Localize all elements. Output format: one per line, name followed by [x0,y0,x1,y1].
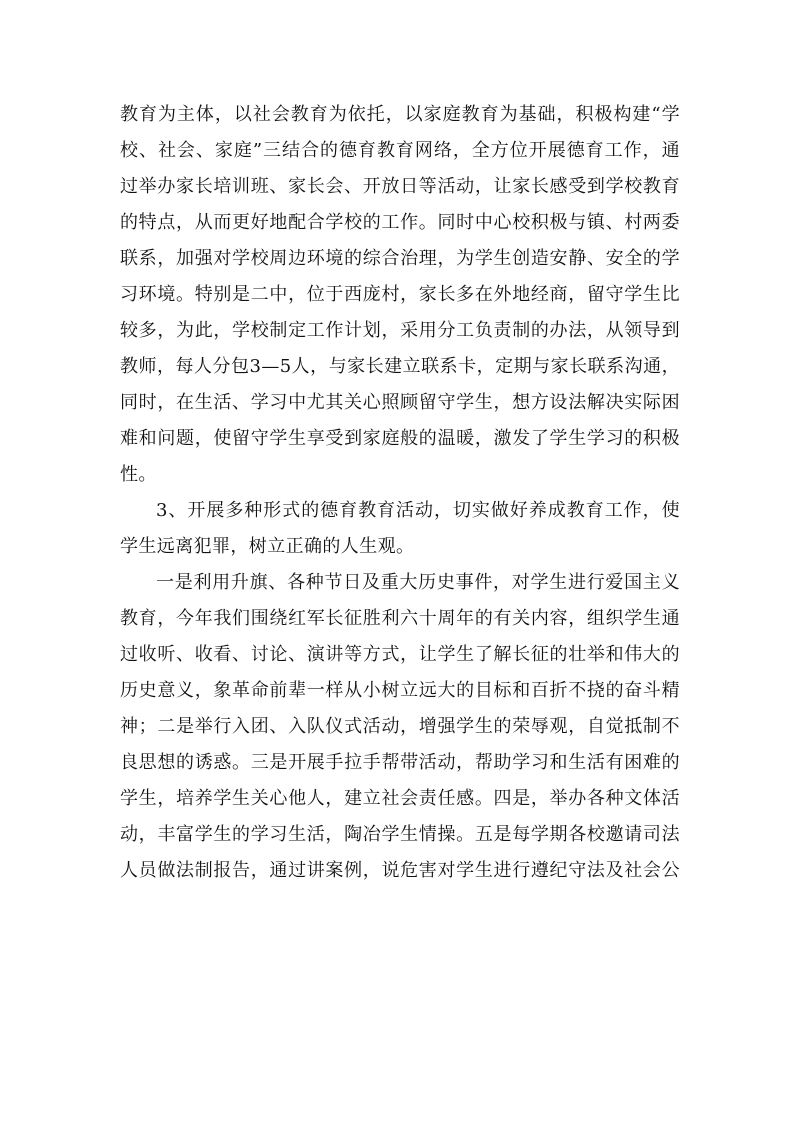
text-line: 教育为主体，以社会教育为依托，以家庭教育为基础，积极构建“学 [120,104,680,125]
text-line: 历史意义，象革命前辈一样从小树立远大的目标和百折不挠的奋斗精 [120,680,680,701]
text-line: 教师，每人分包3—5人，与家长建立联系卡，定期与家长联系沟通， [120,356,680,377]
text-line: 人员做法制报告，通过讲案例，说危害对学生进行遵纪守法及社会公 [120,860,680,881]
text-line: 3、开展多种形式的德育教育活动，切实做好养成教育工作，使 [156,500,680,521]
text-line: 较多，为此，学校制定工作计划，采用分工负责制的办法，从领导到 [120,320,680,341]
text-line: 过举办家长培训班、家长会、开放日等活动，让家长感受到学校教育 [120,176,680,197]
text-line: 教育，今年我们围绕红军长征胜利六十周年的有关内容，组织学生通 [120,608,680,629]
paragraph-moral-education-activities [120,565,680,889]
text-line: 过收听、收看、讨论、演讲等方式，让学生了解长征的壮举和伟大的 [120,644,680,665]
text-line: 联系，加强对学校周边环境的综合治理，为学生创造安静、安全的学 [120,248,680,269]
paragraph-home-school-cooperation [120,97,680,493]
text-line: 校、社会、家庭”三结合的德育教育网络，全方位开展德育工作，通 [120,140,680,161]
document-body [120,97,680,889]
text-line: 习环境。特别是二中，位于西庞村，家长多在外地经商，留守学生比 [120,284,680,305]
text-line: 一是利用升旗、各种节日及重大历史事件，对学生进行爱国主义 [156,572,680,593]
text-line: 学生远离犯罪，树立正确的人生观。 [120,536,415,557]
text-line: 动，丰富学生的学习生活，陶冶学生情操。五是每学期各校邀请司法 [120,824,680,845]
text-line: 良思想的诱惑。三是开展手拉手帮带活动，帮助学习和生活有困难的 [120,752,680,773]
text-line: 同时，在生活、学习中尤其关心照顾留守学生，想方设法解决实际困 [120,392,680,413]
text-line: 的特点，从而更好地配合学校的工作。同时中心校积极与镇、村两委 [120,212,680,233]
text-line: 神；二是举行入团、入队仪式活动，增强学生的荣辱观，自觉抵制不 [120,716,680,737]
text-line: 难和问题，使留守学生享受到家庭般的温暖，激发了学生学习的积极 [120,428,680,449]
paragraph-section-3-heading [120,493,680,565]
text-line: 学生，培养学生关心他人，建立社会责任感。四是，举办各种文体活 [120,788,680,809]
text-line: 性。 [120,464,157,485]
